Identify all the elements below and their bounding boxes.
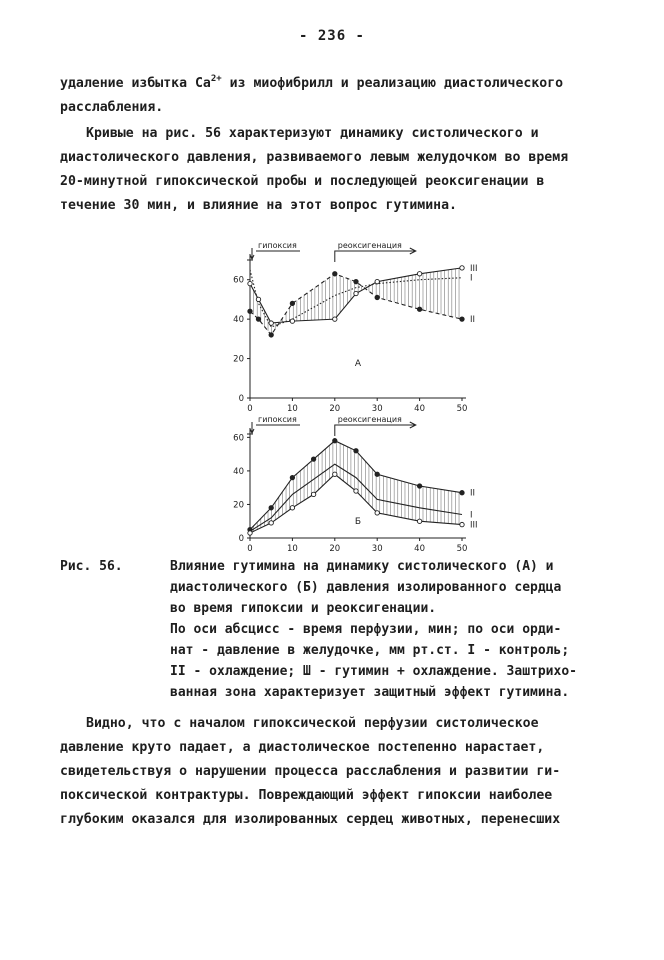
chart-diastolic bbox=[218, 412, 483, 560]
data-point-II bbox=[248, 309, 252, 313]
x-tick-label: 50 bbox=[456, 404, 468, 414]
x-tick-label: 30 bbox=[371, 404, 383, 414]
series-label-III: III bbox=[470, 263, 478, 274]
annotation-reoxygenation: реоксигенация bbox=[337, 241, 402, 250]
figure-intro-paragraph bbox=[60, 122, 615, 218]
panel-label: А bbox=[354, 359, 362, 369]
data-point-III bbox=[417, 519, 421, 523]
figure-caption bbox=[60, 556, 620, 700]
x-tick-label: 0 bbox=[247, 544, 253, 554]
series-label-I: I bbox=[470, 510, 473, 521]
x-tick-label: 10 bbox=[286, 404, 298, 414]
intro-paragraph bbox=[60, 72, 615, 120]
data-point-III bbox=[333, 317, 337, 321]
para2-line: течение 30 мин, и влияние на этот вопрос гутимина. bbox=[60, 198, 457, 213]
y-tick-label: 0 bbox=[238, 534, 244, 544]
data-point-II bbox=[354, 449, 358, 453]
data-point-II bbox=[269, 506, 273, 510]
x-tick-label: 30 bbox=[371, 544, 383, 554]
data-point-III bbox=[248, 531, 252, 535]
data-point-III bbox=[375, 279, 379, 283]
x-tick-label: 0 bbox=[247, 404, 253, 414]
series-label-I: I bbox=[470, 273, 473, 284]
data-point-III bbox=[333, 472, 337, 476]
annotation-hypoxia: гипоксия bbox=[258, 241, 297, 250]
y-tick-label: 60 bbox=[233, 275, 244, 286]
data-point-II bbox=[375, 295, 379, 299]
data-point-III bbox=[460, 266, 464, 270]
data-point-II bbox=[269, 333, 273, 337]
reoxygenation-bar bbox=[335, 251, 415, 262]
series-label-III: III bbox=[470, 520, 478, 531]
data-point-III bbox=[256, 297, 260, 301]
data-point-II bbox=[333, 272, 337, 276]
x-tick-label: 10 bbox=[286, 544, 298, 554]
para2-line: Кривые на рис. 56 характеризуют динамику систолического и bbox=[86, 126, 539, 141]
data-point-II bbox=[333, 439, 337, 443]
annotation-reoxygenation: реоксигенация bbox=[337, 415, 402, 424]
data-point-II bbox=[290, 475, 294, 479]
reoxygenation-bar bbox=[335, 425, 415, 436]
data-point-III bbox=[354, 489, 358, 493]
x-tick-label: 40 bbox=[414, 544, 426, 554]
para2-line: диастолического давления, развиваемого левым желудочком во время bbox=[60, 150, 569, 165]
annotation-hypoxia: гипоксия bbox=[258, 415, 297, 424]
series-label-II: II bbox=[470, 315, 476, 326]
caption-body bbox=[170, 556, 620, 703]
data-point-III bbox=[290, 319, 294, 323]
data-point-III bbox=[290, 506, 294, 510]
y-tick-label: 40 bbox=[233, 466, 244, 477]
para3-line: поксической контрактуры. Повреждающий эффект гипоксии наиболее bbox=[60, 788, 553, 803]
y-tick-label: 20 bbox=[233, 354, 244, 365]
intro-line-2: расслабления. bbox=[60, 100, 164, 115]
para2-line: 20-минутной гипоксической пробы и последующей реоксигенации в bbox=[60, 174, 545, 189]
figure-label: Рис. 56. bbox=[60, 559, 123, 574]
caption-line: ванная зона характеризует защитный эффект гутимина. bbox=[170, 685, 570, 700]
caption-line: во время гипоксии и реоксигенации. bbox=[170, 601, 437, 616]
para3-line: Видно, что с началом гипоксической перфузии систолическое bbox=[86, 716, 539, 731]
data-point-II bbox=[417, 307, 421, 311]
y-tick-label: 60 bbox=[233, 433, 244, 444]
para3-line: свидетельствуя о нарушении процесса расслабления и развитии ги- bbox=[60, 764, 561, 779]
series-label-II: II bbox=[470, 488, 476, 499]
data-point-II bbox=[354, 279, 358, 283]
data-point-II bbox=[290, 301, 294, 305]
data-point-II bbox=[311, 457, 315, 461]
data-point-III bbox=[311, 492, 315, 496]
data-point-III bbox=[375, 511, 379, 515]
data-point-III bbox=[248, 281, 252, 285]
data-point-II bbox=[417, 484, 421, 488]
para3-line: давление круто падает, а диастолическое постепенно нарастает, bbox=[60, 740, 545, 755]
y-tick-label: 40 bbox=[233, 315, 244, 326]
x-tick-label: 40 bbox=[414, 404, 426, 414]
data-point-II bbox=[256, 317, 260, 321]
y-tick-label: 20 bbox=[233, 500, 244, 511]
data-point-II bbox=[460, 491, 464, 495]
data-point-III bbox=[269, 321, 273, 325]
caption-line: Влияние гутимина на динамику систолического (А) и bbox=[170, 559, 554, 574]
para3-line: глубоким оказался для изолированных сердец животных, перенесших bbox=[60, 812, 561, 827]
x-tick-label: 20 bbox=[329, 404, 341, 414]
data-point-II bbox=[375, 472, 379, 476]
data-point-III bbox=[417, 272, 421, 276]
page-number: - 236 - bbox=[298, 28, 365, 44]
x-tick-label: 20 bbox=[329, 544, 341, 554]
y-tick-label: 0 bbox=[238, 394, 244, 404]
caption-line: диастолического (Б) давления изолированного сердца bbox=[170, 580, 562, 595]
ion-charge: 2+ bbox=[210, 74, 222, 84]
panel-label: Б bbox=[354, 517, 362, 527]
chart-systolic bbox=[218, 236, 483, 416]
caption-line: нат - давление в желудочке, мм рт.ст. I - контроль; bbox=[170, 643, 570, 658]
data-point-III bbox=[269, 521, 273, 525]
data-point-III bbox=[460, 522, 464, 526]
data-point-II bbox=[460, 317, 464, 321]
caption-line: По оси абсцисс - время перфузии, мин; по оси орди- bbox=[170, 622, 562, 637]
data-point-III bbox=[354, 291, 358, 295]
caption-line: II - охлаждение; Ш - гутимин + охлаждение. Заштрихо- bbox=[170, 664, 577, 679]
x-tick-label: 50 bbox=[456, 544, 468, 554]
discussion-paragraph bbox=[60, 712, 615, 832]
intro-line-1: удаление избытка $Ca^{2+}$ из миофибрилл и реализацию диастолического bbox=[60, 74, 564, 91]
